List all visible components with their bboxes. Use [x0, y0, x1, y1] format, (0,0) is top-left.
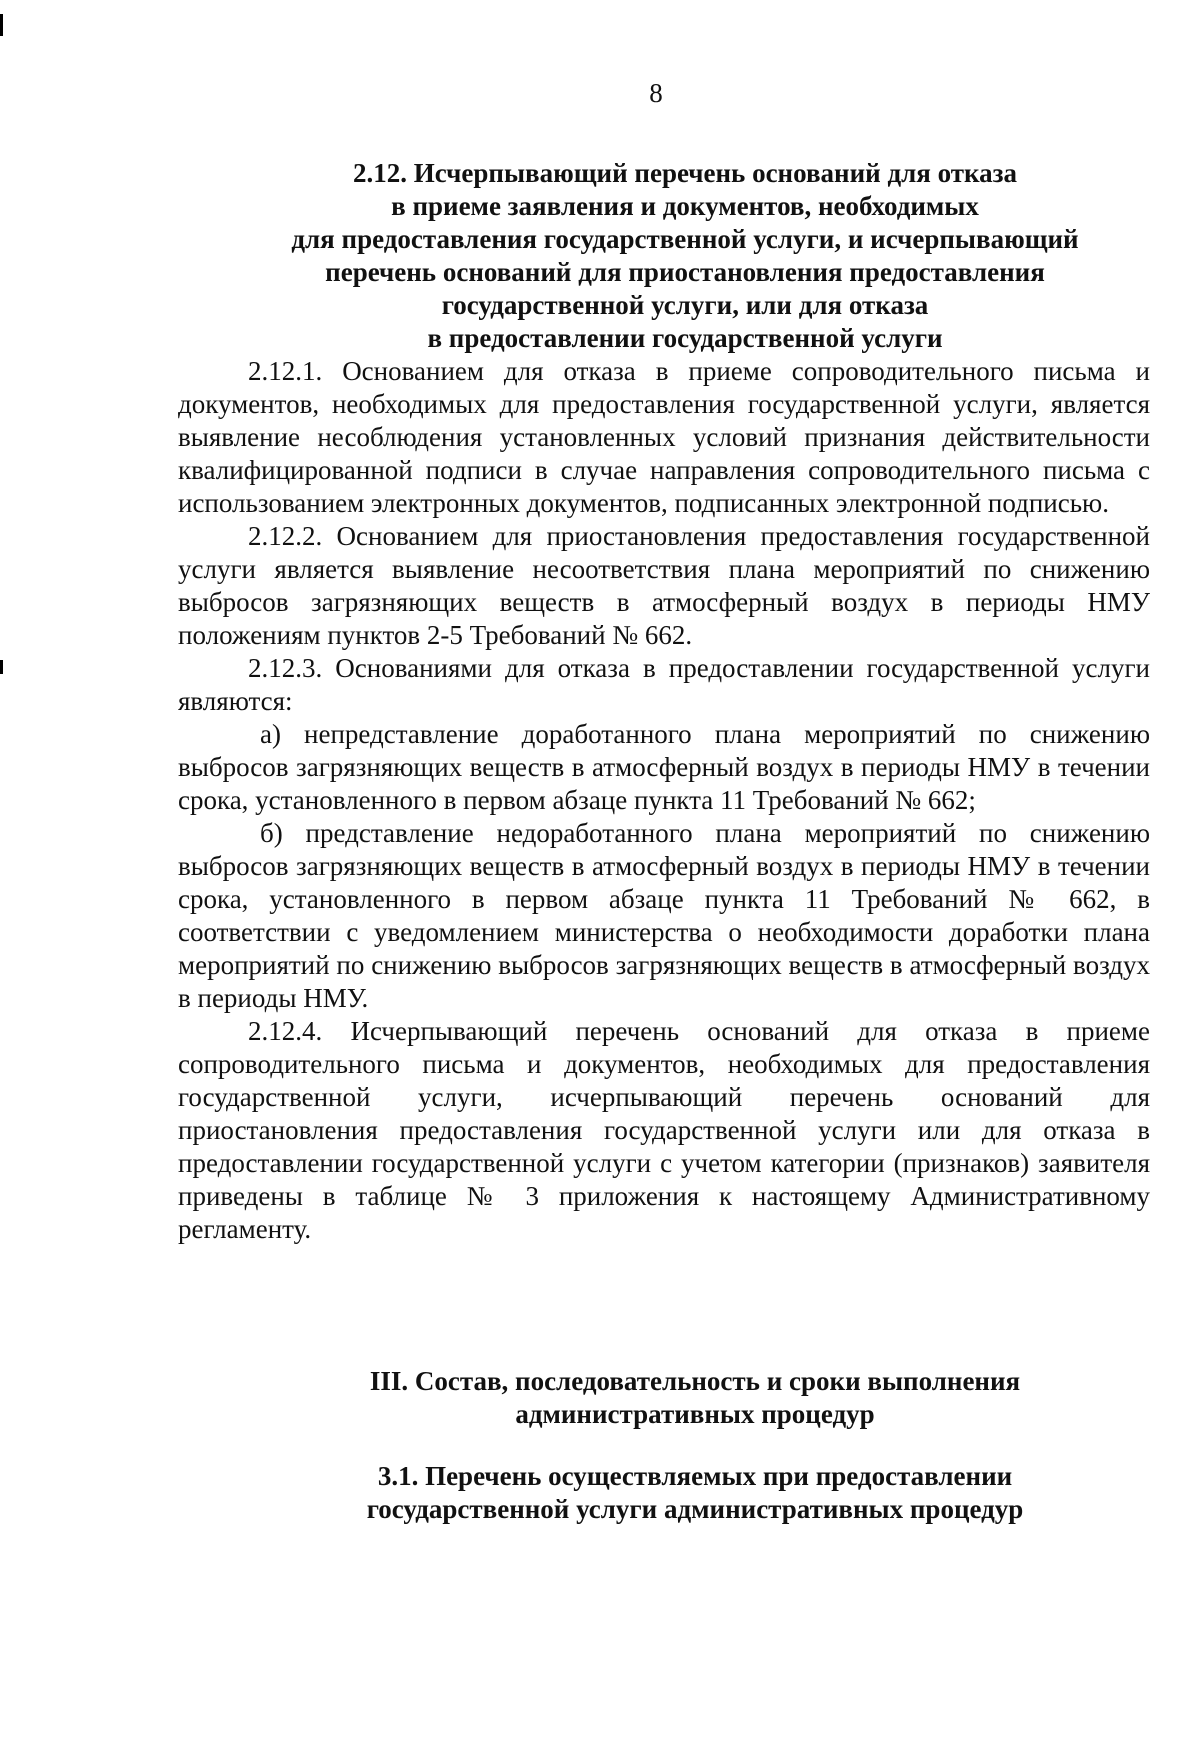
section-III-heading — [330, 1365, 1060, 1431]
paragraph-item-b: б) представление недоработанного плана мероприятий по снижению выбросов загрязняющих веществ в атмосферный воздух в периоды НМУ в течении срока, установленного в первом абзаце пункта 11 Требований № 662, в соответствии с уведомлением министерства о необходимости доработки плана мероприятий по снижению выбросов загрязняющих веществ в атмосферный воздух в периоды НМУ. — [178, 818, 1150, 1013]
heading-line: III. Состав, последовательность и сроки выполнения — [369, 1366, 1021, 1396]
heading-line: для предоставления государственной услуги, и исчерпывающий — [291, 224, 1079, 254]
paragraph-2-12-1: 2.12.1. Основанием для отказа в приеме сопроводительного письма и документов, необходимых для предоставления государственной услуги, является выявление несоблюдения установленных условий признания действительности квалифицированной подписи в случае направления сопроводительного письма с использованием электронных документов, подписанных электронной подписью. — [178, 356, 1150, 518]
section-2-12-body — [178, 355, 1150, 1246]
paragraph-2-12-3: 2.12.3. Основаниями для отказа в предоставлении государственной услуги являются: — [178, 653, 1150, 716]
heading-line: административных процедур — [515, 1399, 875, 1429]
paragraph-2-12-2: 2.12.2. Основанием для приостановления предоставления государственной услуги является выявление несоответствия плана мероприятий по снижению выбросов загрязняющих веществ в атмосферный воздух в периоды НМУ положениям пунктов 2-5 Требований № 662. — [178, 521, 1150, 650]
section-2-12-heading — [230, 157, 1140, 355]
scan-edge-mark-top — [0, 14, 3, 36]
paragraph-item-a: а) непредставление доработанного плана мероприятий по снижению выбросов загрязняющих веществ в атмосферный воздух в периоды НМУ в течении срока, установленного в первом абзаце пункта 11 Требований № 662; — [178, 719, 1150, 815]
heading-line: государственной услуги, или для отказа — [441, 290, 929, 320]
scan-edge-mark-middle — [0, 660, 3, 674]
heading-line: в предоставлении государственной услуги — [427, 323, 943, 353]
heading-line: 2.12. Исчерпывающий перечень оснований для отказа — [352, 158, 1018, 188]
heading-line: перечень оснований для приостановления предоставления — [325, 257, 1045, 287]
page-number: 8 — [649, 78, 663, 108]
heading-line: в приеме заявления и документов, необходимых — [391, 191, 979, 221]
heading-line: 3.1. Перечень осуществляемых при предоставлении — [377, 1461, 1013, 1491]
heading-line: государственной услуги административных процедур — [366, 1494, 1024, 1524]
paragraph-2-12-4: 2.12.4. Исчерпывающий перечень оснований для отказа в приеме сопроводительного письма и документов, необходимых для предоставления государственной услуги, исчерпывающий перечень оснований для приостановления предоставления государственной услуги или для отказа в предоставлении государственной услуги с учетом категории (признаков) заявителя приведены в таблице № 3 приложения к настоящему Административному регламенту. — [178, 1016, 1150, 1244]
section-3-1-heading — [330, 1460, 1060, 1526]
